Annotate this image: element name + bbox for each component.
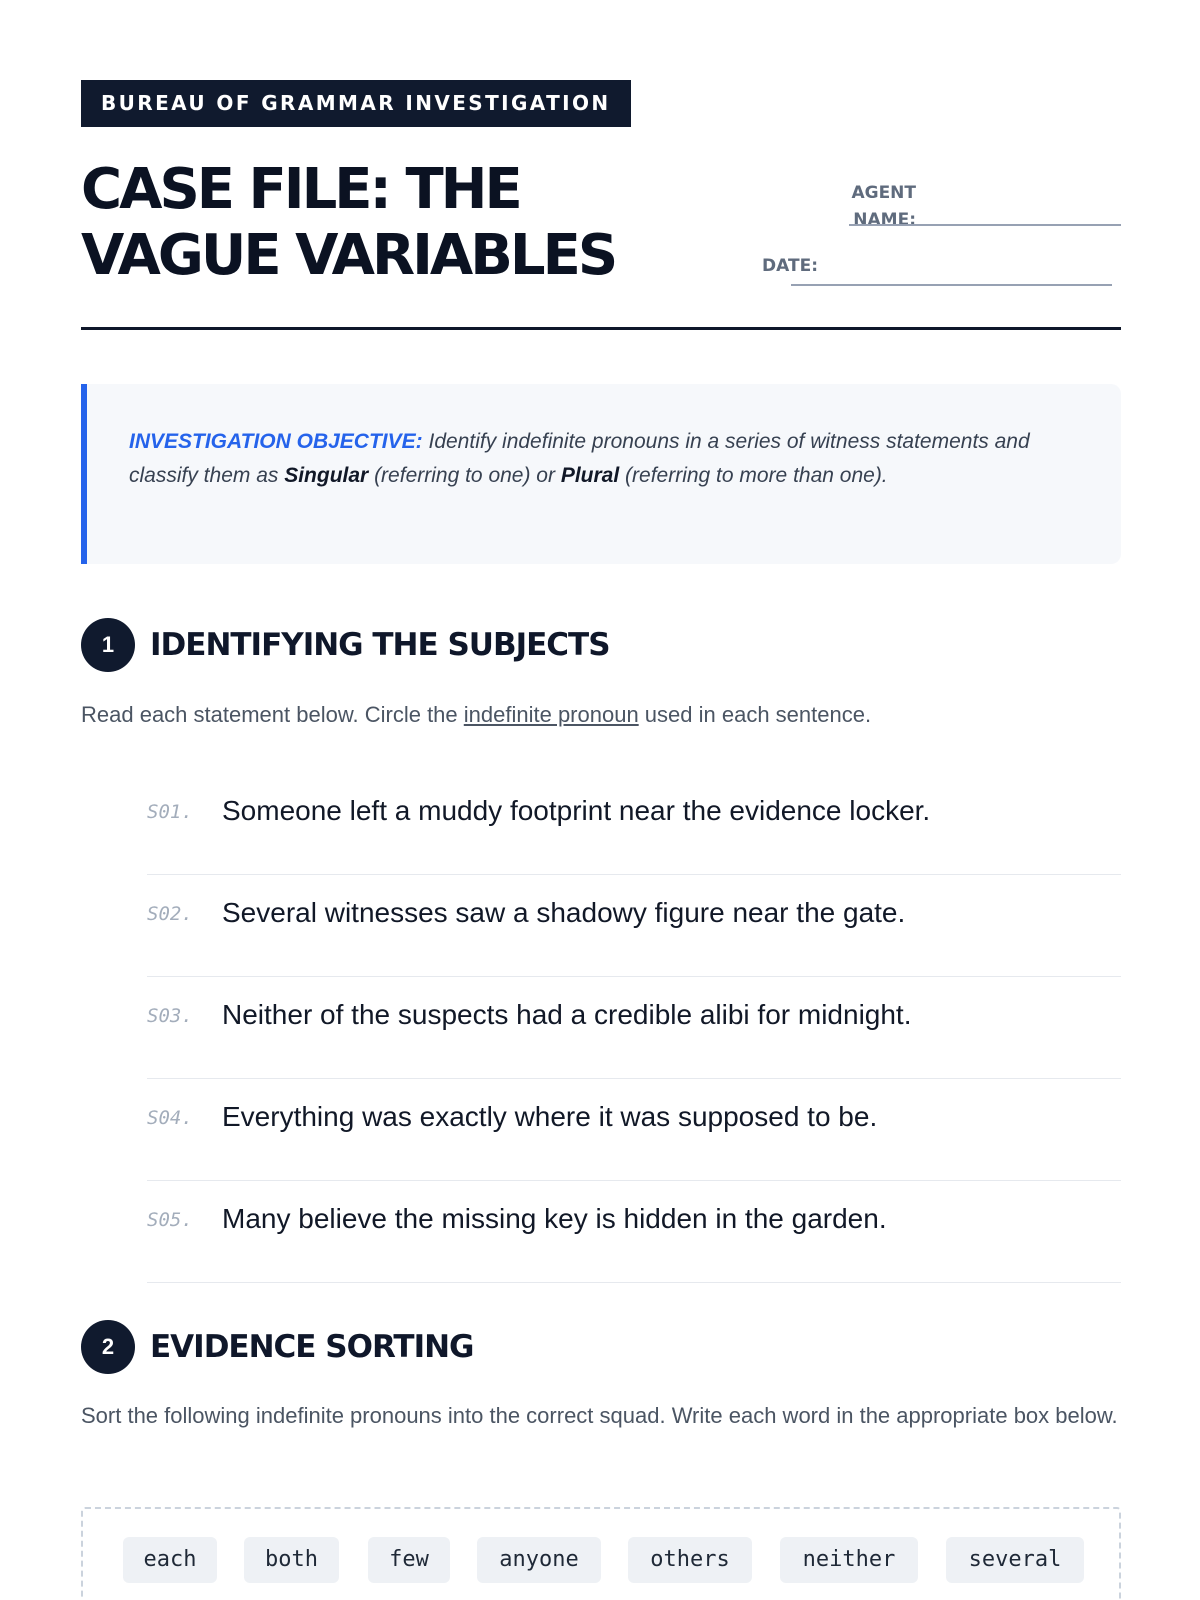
objective-text-2: (referring to one) or (368, 464, 561, 487)
statement-text[interactable]: Someone left a muddy footprint near the evidence locker. (222, 795, 931, 826)
word-bank (81, 1507, 1121, 1600)
section-2-title: EVIDENCE SORTING (150, 1329, 474, 1365)
objective-text-3: (referring to more than one). (619, 464, 888, 487)
objective-plural: Plural (560, 464, 620, 487)
statement-id: S02. (147, 903, 193, 925)
section-1-number: 1 (81, 618, 135, 672)
word-chip[interactable]: several (946, 1537, 1084, 1583)
section-1-header (81, 618, 610, 672)
section-1-instruction (81, 698, 1121, 732)
instruction-text-after: used in each sentence. (638, 702, 872, 727)
date-field[interactable] (791, 284, 1112, 286)
agent-label-line-2: NAME: (853, 210, 916, 230)
investigation-objective-box (81, 384, 1121, 564)
statement-id: S03. (147, 1005, 193, 1027)
section-2-number: 2 (81, 1320, 135, 1374)
word-chip[interactable]: others (628, 1537, 752, 1583)
header-divider (81, 327, 1121, 330)
statement-row (147, 1079, 1121, 1181)
statement-text[interactable]: Many believe the missing key is hidden in the garden. (222, 1203, 887, 1234)
statement-row (147, 1181, 1121, 1283)
agent-label-line-1: AGENT (851, 183, 916, 203)
section-2-header (81, 1320, 474, 1374)
statement-text[interactable]: Several witnesses saw a shadowy figure near the gate. (222, 897, 906, 928)
indefinite-pronoun-term: indefinite pronoun (463, 702, 639, 727)
word-chip[interactable]: anyone (477, 1537, 601, 1583)
statement-list (147, 773, 1121, 1283)
word-chip[interactable]: each (123, 1537, 217, 1583)
statement-id: S01. (147, 801, 193, 823)
agent-name-field[interactable] (849, 224, 1121, 226)
word-chip[interactable]: few (368, 1537, 450, 1583)
statement-text[interactable]: Neither of the suspects had a credible alibi for midnight. (222, 999, 912, 1030)
objective-text-1: Identify indefinite pronouns in a series of witness statements and classify them as (129, 430, 1030, 487)
word-chip[interactable]: both (244, 1537, 339, 1583)
worksheet-page (81, 0, 1121, 1600)
word-chip[interactable]: neither (780, 1537, 918, 1583)
statement-row (147, 875, 1121, 977)
statement-row (147, 773, 1121, 875)
date-label: DATE: (762, 256, 818, 276)
objective-singular: Singular (284, 464, 369, 487)
agency-banner: BUREAU OF GRAMMAR INVESTIGATION (81, 80, 631, 127)
case-file-title (81, 157, 681, 289)
section-2-instruction: Sort the following indefinite pronouns into the correct squad. Write each word in the appropriate box below. (81, 1403, 1118, 1428)
statement-text[interactable]: Everything was exactly where it was supposed to be. (222, 1101, 878, 1132)
title-line-1: CASE FILE: THE (81, 157, 520, 222)
objective-lead: INVESTIGATION OBJECTIVE: (129, 430, 423, 453)
statement-id: S04. (147, 1107, 193, 1129)
title-line-2: VAGUE VARIABLES (81, 223, 616, 288)
statement-row (147, 977, 1121, 1079)
section-1-title: IDENTIFYING THE SUBJECTS (150, 627, 610, 663)
instruction-text-before: Read each statement below. Circle the (81, 702, 464, 727)
statement-id: S05. (147, 1209, 193, 1231)
